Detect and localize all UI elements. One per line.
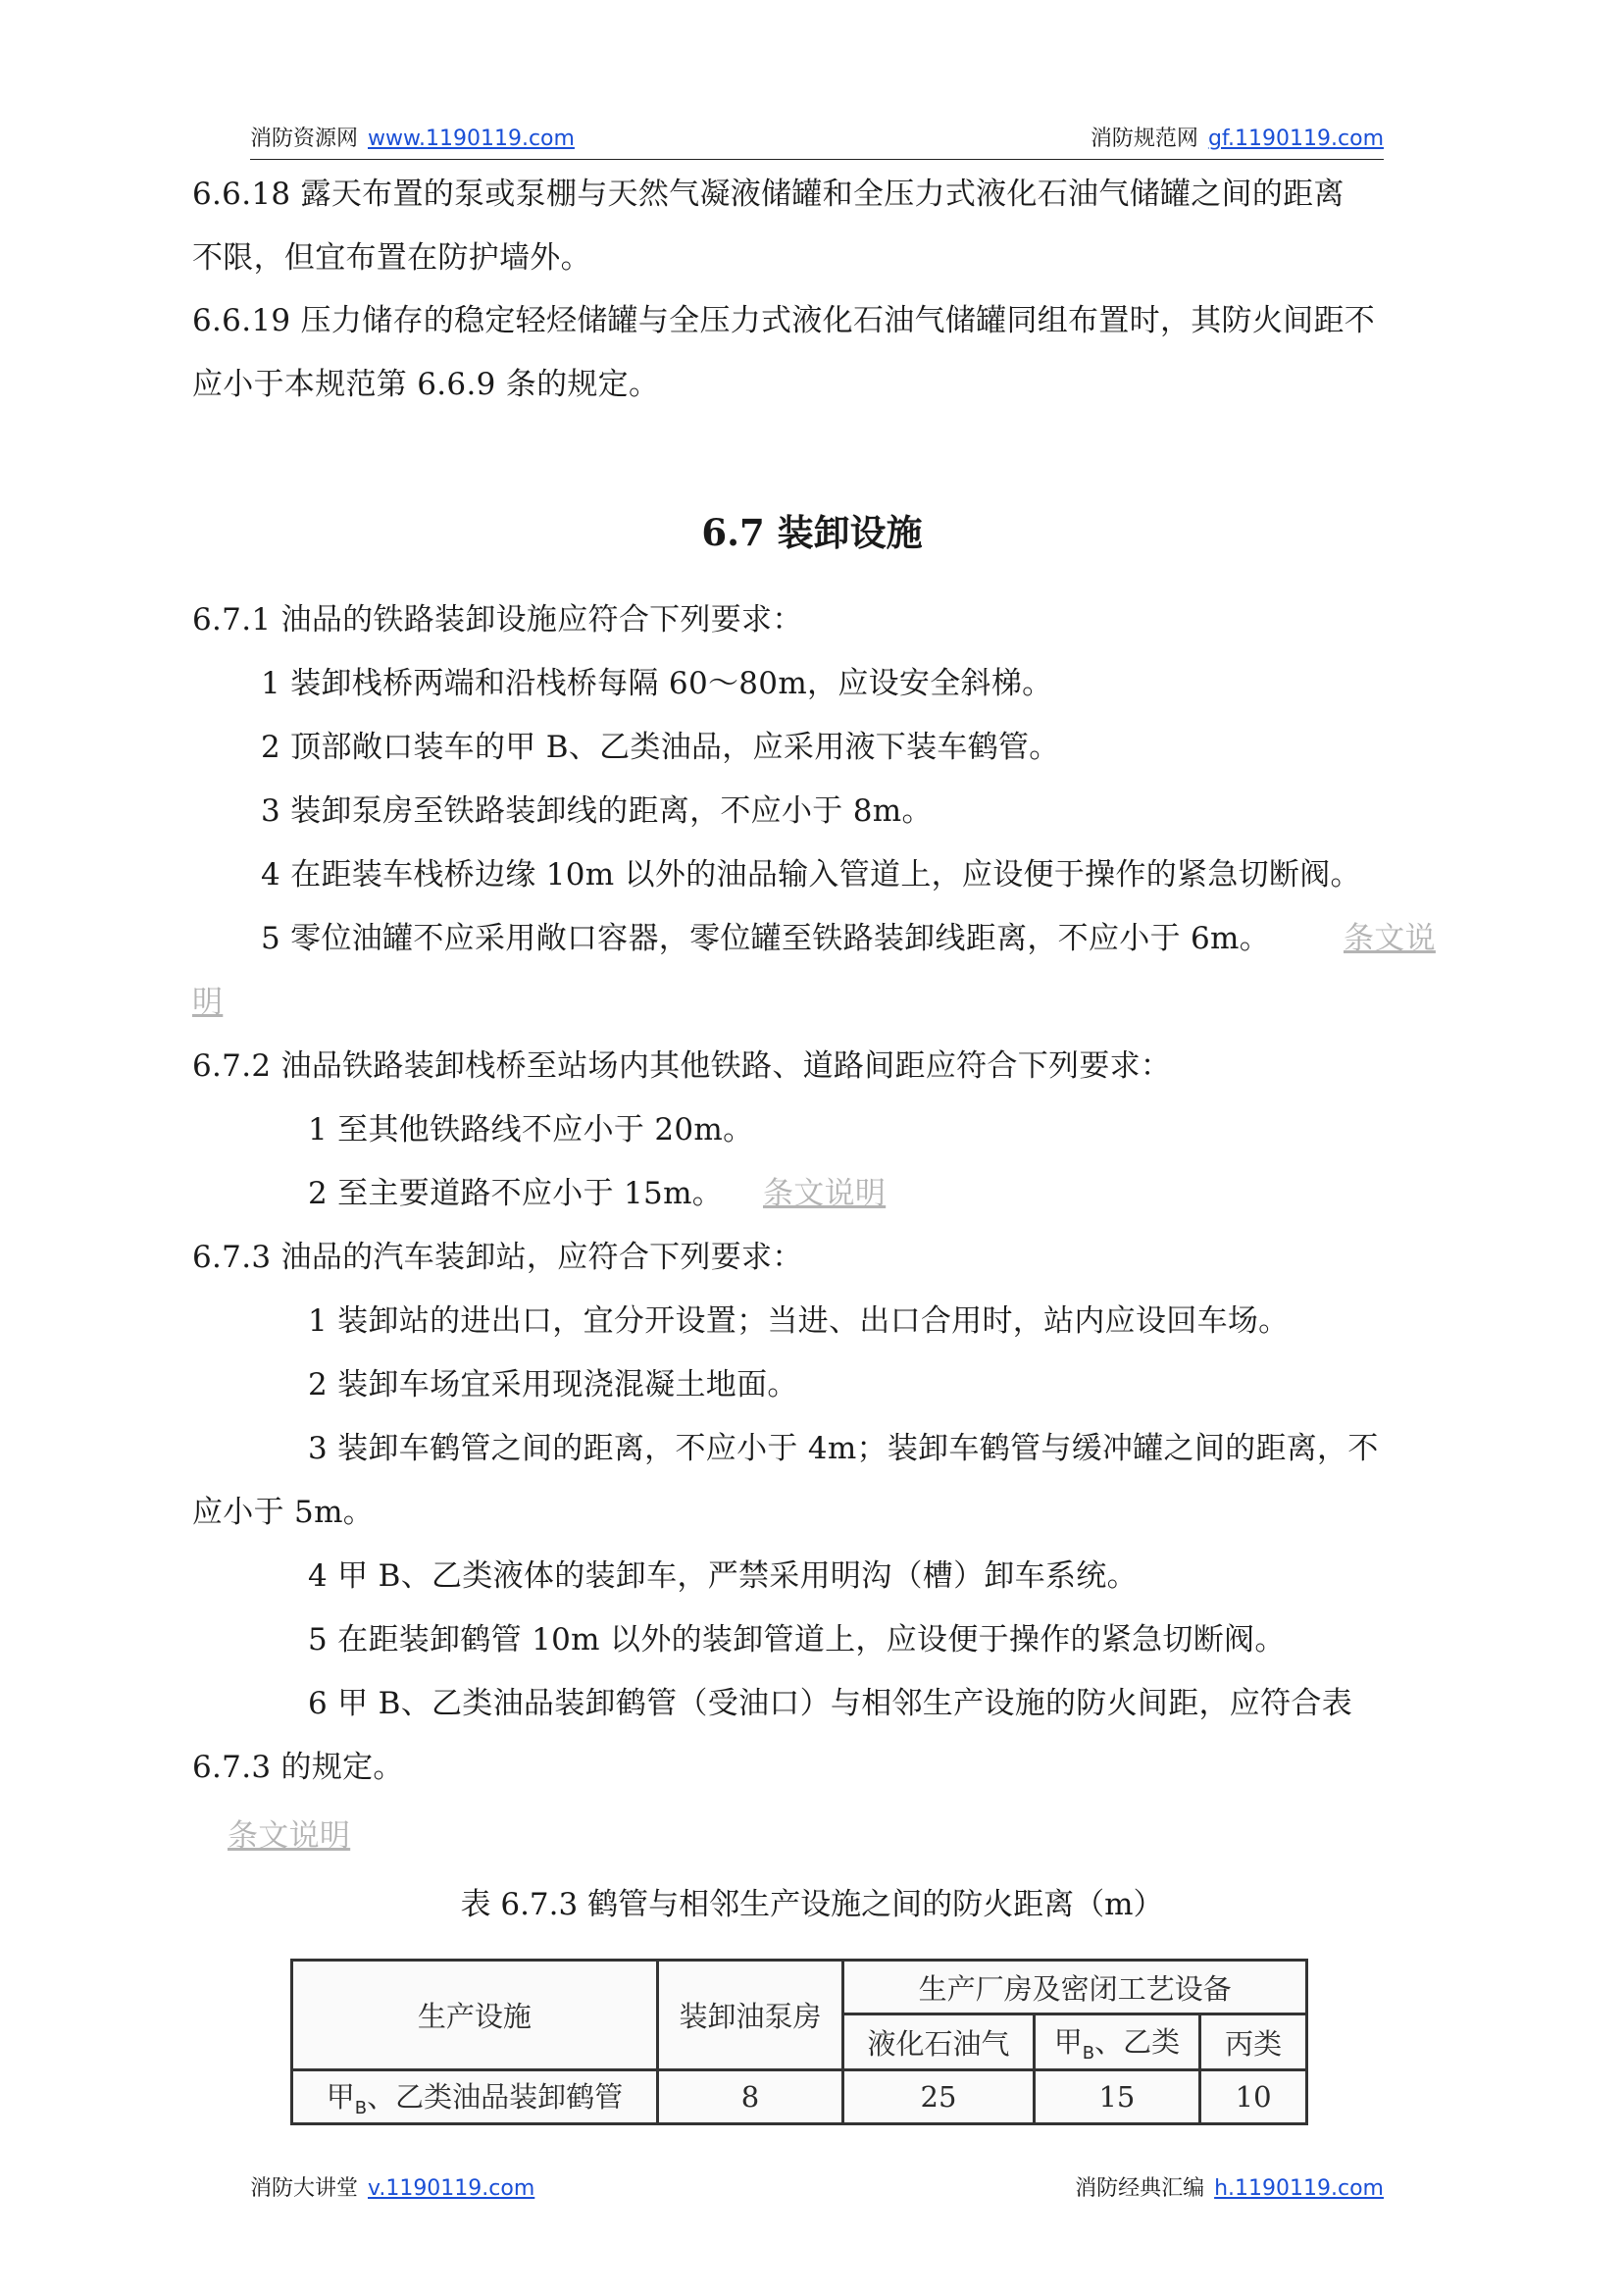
th-ab-main: 甲 — [1053, 2025, 1083, 2060]
header-left — [250, 122, 575, 152]
header-right-label: 消防规范网 — [1090, 127, 1198, 151]
clause-6-7-3-item-1: 1 装卸站的进出口，宜分开设置；当进、出口合用时，站内应设回车场。 — [308, 1303, 1290, 1339]
cell-ab: 15 — [1034, 2070, 1200, 2124]
clause-6-7-3-item-6-line1: 6 甲 B、乙类油品装卸鹤管（受油口）与相邻生产设施的防火间距，应符合表 — [308, 1686, 1353, 1721]
clause-6-7-2-item-2: 2 至主要道路不应小于 15m。 — [308, 1176, 724, 1211]
row-label-main: 甲 — [326, 2080, 355, 2115]
footer-right-link[interactable]: h.1190119.com — [1214, 2176, 1384, 2201]
footer-left-label: 消防大讲堂 — [250, 2176, 359, 2201]
clause-6-7-3-item-6-line2: 6.7.3 的规定。 — [192, 1750, 404, 1785]
table-caption: 表 6.7.3 鹤管与相邻生产设施之间的防火距离（m） — [460, 1887, 1164, 1922]
header-left-link[interactable]: www.1190119.com — [368, 127, 575, 151]
section-title: 6.7 装卸设施 — [701, 511, 923, 554]
clause-6-7-1-note-link-cont[interactable]: 明 — [192, 985, 224, 1020]
th-c: 丙类 — [1200, 2014, 1307, 2070]
clause-6-6-19-line1: 6.6.19 压力储存的稳定轻烃储罐与全压力式液化石油气储罐同组布置时，其防火间距不 — [192, 303, 1376, 338]
clause-6-7-1-item-3: 3 装卸泵房至铁路装卸线的距离，不应小于 8m。 — [261, 793, 933, 829]
footer-left-link[interactable]: v.1190119.com — [368, 2176, 535, 2201]
footer-right — [1075, 2171, 1384, 2202]
fire-distance-table — [290, 1959, 1308, 2125]
clause-6-7-3-lead: 6.7.3 油品的汽车装卸站，应符合下列要求： — [192, 1240, 803, 1275]
th-facility: 生产设施 — [292, 1961, 658, 2070]
clause-6-7-2-item-1: 1 至其他铁路线不应小于 20m。 — [308, 1112, 754, 1147]
clause-6-7-3-item-2: 2 装卸车场宜采用现浇混凝土地面。 — [308, 1367, 798, 1402]
clause-6-7-1-item-4: 4 在距装车栈桥边缘 10m 以外的油品输入管道上，应设便于操作的紧急切断阀。 — [261, 857, 1361, 892]
header-right-link[interactable]: gf.1190119.com — [1207, 127, 1384, 151]
clause-6-7-3-item-3-line1: 3 装卸车鹤管之间的距离，不应小于 4m；装卸车鹤管与缓冲罐之间的距离，不 — [308, 1431, 1379, 1466]
page-header — [250, 120, 1384, 160]
row-label — [292, 2070, 658, 2124]
clause-6-7-3-item-4: 4 甲 B、乙类液体的装卸车，严禁采用明沟（槽）卸车系统。 — [308, 1558, 1138, 1594]
th-ab-tail: 、乙类 — [1094, 2025, 1181, 2060]
th-ab-sub: B — [1082, 2042, 1095, 2064]
clause-6-6-19-line2: 应小于本规范第 6.6.9 条的规定。 — [192, 367, 660, 402]
footer-left — [250, 2171, 534, 2202]
table-row — [292, 2070, 1307, 2124]
clause-6-6-18-line2: 不限，但宜布置在防护墙外。 — [192, 240, 591, 276]
cell-c: 10 — [1200, 2070, 1307, 2124]
clause-6-7-1-item-1: 1 装卸栈桥两端和沿栈桥每隔 60～80m，应设安全斜梯。 — [261, 666, 1053, 701]
th-group: 生产厂房及密闭工艺设备 — [843, 1961, 1307, 2014]
row-label-tail: 、乙类油品装卸鹤管 — [367, 2080, 624, 2115]
page-footer — [250, 2169, 1384, 2209]
clause-6-7-2-lead: 6.7.2 油品铁路装卸栈桥至站场内其他铁路、道路间距应符合下列要求： — [192, 1048, 1172, 1084]
clause-6-7-3-item-3-line2: 应小于 5m。 — [192, 1495, 375, 1530]
clause-6-7-1-lead: 6.7.1 油品的铁路装卸设施应符合下列要求： — [192, 602, 803, 637]
th-pump-room: 装卸油泵房 — [657, 1961, 842, 2070]
clause-6-7-3-item-5: 5 在距装卸鹤管 10m 以外的装卸管道上，应设便于操作的紧急切断阀。 — [308, 1622, 1286, 1657]
row-label-sub: B — [354, 2097, 368, 2118]
footer-right-label: 消防经典汇编 — [1075, 2176, 1205, 2201]
cell-pump-room: 8 — [657, 2070, 842, 2124]
clause-6-7-1-note-link[interactable]: 条文说 — [1344, 921, 1436, 956]
header-right — [1091, 122, 1384, 152]
table-header-row-1 — [292, 1961, 1307, 2014]
clause-6-7-3-note-link[interactable]: 条文说明 — [228, 1818, 351, 1854]
header-left-label: 消防资源网 — [250, 127, 359, 151]
clause-6-7-1-item-5: 5 零位油罐不应采用敞口容器，零位罐至铁路装卸线距离，不应小于 6m。 — [261, 921, 1271, 956]
clause-6-7-1-item-2: 2 顶部敞口装车的甲 B、乙类油品，应采用液下装车鹤管。 — [261, 730, 1060, 765]
clause-6-7-2-note-link[interactable]: 条文说明 — [763, 1176, 887, 1211]
clause-6-6-18-line1: 6.6.18 露天布置的泵或泵棚与天然气凝液储罐和全压力式液化石油气储罐之间的距离 — [192, 177, 1345, 212]
th-lpg: 液化石油气 — [843, 2014, 1034, 2070]
cell-lpg: 25 — [843, 2070, 1034, 2124]
th-ab — [1034, 2014, 1200, 2070]
